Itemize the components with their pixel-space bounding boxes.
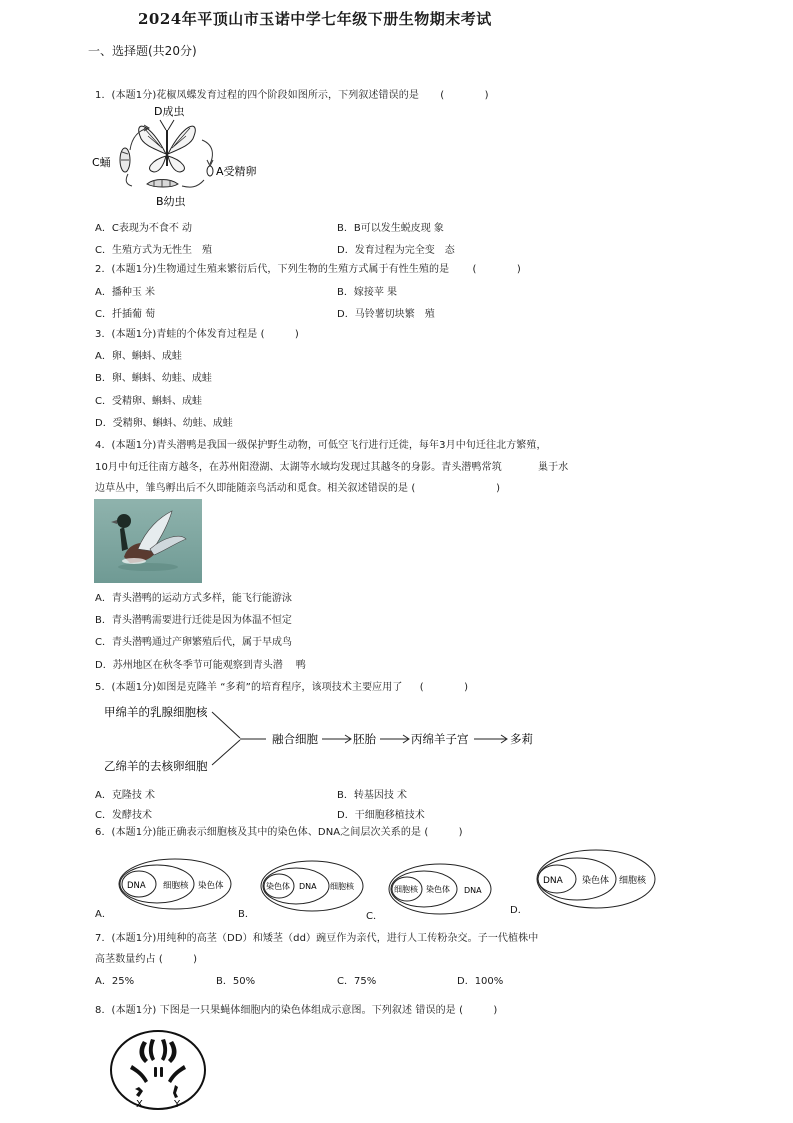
q6-b-middle: DNA <box>299 882 317 891</box>
chromosome-y-label: Y <box>174 1099 181 1110</box>
q2-option-b: B．嫁接苹 果 <box>337 287 398 298</box>
q2-option-a: A．播种玉 米 <box>95 287 156 298</box>
q6-diagram-a <box>117 855 237 913</box>
question-4-line-2a: 10月中旬迁往南方越冬，在苏州阳澄湖、太湖等水域均发现过其越冬的身影。青头潜鸭常筑 <box>95 462 502 473</box>
question-2-text: 2．(本题1分)生物通过生殖来繁衍后代，下列生物的生殖方式属于有性生殖的是 <box>95 264 450 275</box>
q3-option-a: A．卵、蝌蚪、成蛙 <box>95 351 182 362</box>
question-7-line-2: 高茎数量约占 ( ) <box>95 954 198 965</box>
fused-cell-label: 融合细胞 <box>272 732 318 746</box>
q6-c-inner: 细胞核 <box>394 885 418 894</box>
question-1-stem <box>95 86 489 101</box>
q6-diagram-b <box>259 857 367 915</box>
q1-option-d: D．发育过程为完全变 态 <box>337 245 455 256</box>
q6-diagram-d <box>535 846 661 912</box>
q6-b-inner: 染色体 <box>266 882 290 891</box>
q6-a-middle: 细胞核 <box>163 881 189 891</box>
q4-option-d: D．苏州地区在秋冬季节可能观察到青头潜 鸭 <box>95 660 306 671</box>
question-3-text: 3．(本题1分)青蛙的个体发育过程是 ( ) <box>95 329 299 340</box>
q7-option-d: D．100% <box>457 976 504 987</box>
q3-option-d: D．受精卵、蝌蚪、幼蛙、成蛙 <box>95 418 233 429</box>
q2-option-d: D．马铃薯切块繁 殖 <box>337 309 435 320</box>
q5-option-d: D．干细胞移植技术 <box>337 810 425 821</box>
q1-option-a: A．C表现为不食不 动 <box>95 223 193 234</box>
q2-option-c: C．扦插葡 萄 <box>95 309 156 320</box>
q6-a-inner: DNA <box>127 881 146 891</box>
donor-nucleus-label: 甲绵羊的乳腺细胞核 <box>104 705 208 719</box>
q3-option-c: C．受精卵、蝌蚪、成蛙 <box>95 396 202 407</box>
pupa-icon <box>120 148 130 172</box>
question-6-text: 6．(本题1分)能正确表示细胞核及其中的染色体、DNA之间层次关系的是 ( ) <box>95 827 463 838</box>
stage-b-label: B幼虫 <box>156 195 186 208</box>
larva-icon <box>147 179 178 187</box>
q6-option-a: A． <box>95 909 112 920</box>
q6-diagram-c <box>387 859 495 917</box>
q1-option-b: B．B可以发生蜕皮现 象 <box>337 223 444 234</box>
q4-option-b: B．青头潜鸭需要进行迁徙是因为体温不恒定 <box>95 615 292 626</box>
q5-option-c: C．发酵技术 <box>95 810 152 821</box>
q6-c-outer: DNA <box>464 886 482 895</box>
section-heading: 一、选择题(共20分) <box>88 44 197 58</box>
q6-option-d: D． <box>510 905 528 916</box>
stage-d-label: D成虫 <box>154 105 185 118</box>
q5-option-a: A．克隆技 术 <box>95 790 156 801</box>
question-7-line-1: 7．(本题1分)用纯种的高茎（DD）和矮茎（dd）豌豆作为亲代，进行人工传粉杂交。子一代植株中 <box>95 933 539 944</box>
q6-option-c: C． <box>366 911 383 922</box>
q3-option-b: B．卵、蝌蚪、幼蛙、成蛙 <box>95 373 212 384</box>
q7-option-c: C．75% <box>337 976 377 987</box>
q6-d-outer: 细胞核 <box>619 876 647 886</box>
q6-d-middle: 染色体 <box>582 876 610 886</box>
stage-a-label: A受精卵 <box>216 165 257 178</box>
page-title: 2024年平顶山市玉诺中学七年级下册生物期末考试 <box>138 10 492 28</box>
question-5-text: 5．(本题1分)如图是克隆羊 “多莉”的培育程序，该项技术主要应用了 <box>95 682 403 693</box>
q5-option-b: B．转基因技 术 <box>337 790 408 801</box>
dolly-label: 多莉 <box>510 732 533 746</box>
question-2-stem <box>95 260 521 275</box>
question-4-line-1: 4．(本题1分)青头潜鸭是我国一级保护野生动物，可低空飞行进行迁徙，每年3月中旬迁往北方繁殖， <box>95 440 547 451</box>
question-2-paren: ( ) <box>472 264 521 275</box>
duck-photo <box>94 499 202 583</box>
q4-option-c: C．青头潜鸭通过产卵繁殖后代，属于早成鸟 <box>95 637 292 648</box>
embryo-label: 胚胎 <box>353 732 376 746</box>
butterfly-lifecycle-diagram <box>92 102 282 210</box>
question-4-line-2b: 巢于水 <box>538 462 569 473</box>
q6-c-middle: 染色体 <box>426 885 450 894</box>
cloning-flow-diagram <box>100 700 540 778</box>
q4-option-a: A．青头潜鸭的运动方式多样，能飞行能游泳 <box>95 593 292 604</box>
q7-option-b: B．50% <box>216 976 256 987</box>
chromosome-x-label: X <box>136 1099 143 1110</box>
q1-option-c: C．生殖方式为无性生 殖 <box>95 245 212 256</box>
question-1-paren: ( ) <box>440 90 489 101</box>
donor-egg-label: 乙绵羊的去核卵细胞 <box>104 759 208 773</box>
q7-option-a: A．25% <box>95 976 135 987</box>
question-4-line-3: 边草丛中，雏鸟孵出后不久即能随亲鸟活动和觅食。相关叙述错误的是 ( ) <box>95 483 501 494</box>
surrogate-uterus-label: 丙绵羊子宫 <box>411 732 469 746</box>
question-8-text: 8．(本题1分) 下图是一只果蝇体细胞内的染色体组成示意图。下列叙述 错误的是 ( ) <box>95 1005 498 1016</box>
q6-d-inner: DNA <box>543 876 563 886</box>
chromosome-icon <box>108 1027 208 1113</box>
question-5-stem <box>95 678 468 693</box>
q6-a-outer: 染色体 <box>198 881 224 891</box>
egg-icon <box>207 166 213 176</box>
stage-c-label: C蛹 <box>92 156 111 169</box>
q6-b-outer: 细胞核 <box>330 882 354 891</box>
question-1-text: 1．(本题1分)花椒凤蝶发育过程的四个阶段如图所示，下列叙述错误的是 <box>95 90 419 101</box>
q6-option-b: B． <box>238 909 255 920</box>
question-5-paren: ( ) <box>419 682 469 693</box>
